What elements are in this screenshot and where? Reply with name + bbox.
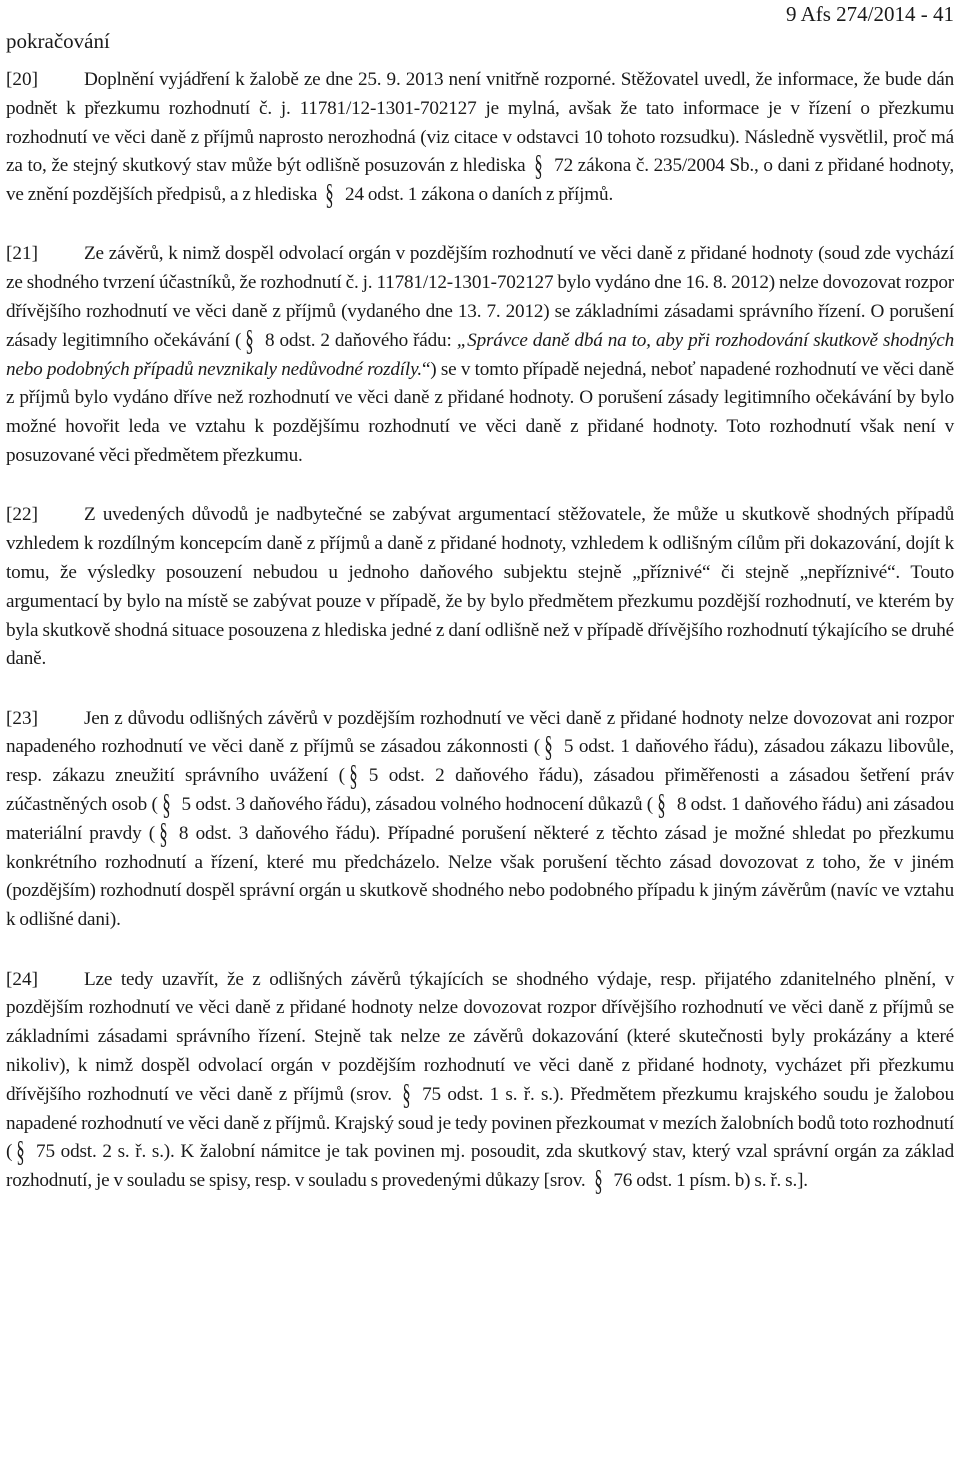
section-sign: §	[402, 1077, 411, 1111]
page-header	[6, 0, 954, 66]
text-run: 72 zákona č. 235/2004 Sb., o dani z přidané hodnoty, ve znění pozdějších předpisů, a z hlediska	[6, 155, 954, 206]
text-run: Doplnění vyjádření k žalobě ze dne 25. 9. 2013 není vnitřně rozporné. Stěžovatel uvedl, že informace, že bude dán podnět k přezkumu rozhodnutí č. j. 11781/12-1301-702127 je mylná, avšak že tato informace je v řízení o přezkumu rozhodnutí ve věci daně z příjmů naprosto nerozhodná (viz citace v odstavci 10 tohoto rozsudku). Následně vysvětlil, proč má za to, že stejný skutkový stav může být odlišně posuzován z hlediska	[6, 69, 954, 177]
section-sign: §	[245, 323, 254, 357]
continuation-label: pokračování	[6, 29, 110, 53]
paragraph	[6, 501, 954, 674]
section-sign: §	[349, 759, 358, 793]
text-run: 75 odst. 2 s. ř. s.). K žalobní námitce je tak povinen mj. posoudit, zda skutkový stav, který vzal správní orgán za základ rozhodnutí, je v souladu se spisy, resp. v souladu s provedenými důkazy [srov.	[6, 1141, 954, 1192]
section-sign: §	[657, 788, 666, 822]
text-run: Lze tedy uzavřít, že z odlišných závěrů týkajících se shodného výdaje, resp. přijatého zdanitelného plnění, v pozdějším rozhodnutí ve věci daně z přidané hodnoty nelze dovozovat rozpor dřívějšího rozhodnutí ve věci daně z příjmů se základními zásadami správního řízení. Stejně tak nelze ze závěrů dokazování (které skutečnosti byly prokázány a které nikoliv), k nimž dospěl odvolací orgán v pozdějším rozhodnutí ve věci daně z přidané hodnoty, vycházet při přezkumu dřívějšího rozhodnutí ve věci daně z příjmů (srov.	[6, 968, 954, 1105]
paragraph	[6, 966, 954, 1196]
section-sign: §	[325, 178, 334, 212]
text-run: 75 odst. 1 s. ř. s.). Předmětem přezkumu krajského soudu je žalobou napadené rozhodnutí ve věci daně z příjmů. Krajský soud je tedy povinen přezkoumat v mezích žalobních bodů toto rozhodnutí (	[6, 1083, 955, 1163]
paragraph	[6, 66, 954, 210]
paragraph-number: [23]	[6, 707, 38, 729]
paragraph-number: [22]	[6, 504, 38, 526]
section-sign: §	[159, 816, 168, 850]
text-run: 76 odst. 1 písm. b) s. ř. s.].	[613, 1170, 808, 1192]
text-run: 8 odst. 2 daňového řádu:	[264, 329, 457, 351]
paragraph-text	[6, 708, 954, 931]
paragraph	[6, 705, 954, 935]
section-sign: §	[544, 730, 553, 764]
section-sign: §	[534, 149, 543, 183]
text-run: 24 odst. 1 zákona o daních z příjmů.	[345, 184, 614, 206]
document-body	[6, 66, 954, 1196]
section-sign: §	[16, 1135, 25, 1169]
text-run: Z uvedených důvodů je nadbytečné se zabývat argumentací stěžovatele, že může u skutkově shodných případů vzhledem k rozdílným koncepcím daně z příjmů a daně z přidané hodnoty, vzhledem k odlišným cílům při dokazování, dojít k tomu, že výsledky posouzení nebudou u jednoho daňového subjektu stejně „příznivé“ či stejně „nepříznivé“. Touto argumentací by bylo na místě se zabývat pouze v případě, že by bylo předmětem přezkumu pozdější rozhodnutí, ve kterém by byla skutkově shodná situace posouzena z hlediska jedné z daní odlišně než v případě dřívějšího rozhodnutí týkajícího se druhé daně.	[6, 504, 954, 670]
section-sign: §	[593, 1164, 603, 1198]
paragraph-text	[6, 243, 954, 466]
paragraph-number: [20]	[6, 69, 38, 90]
document-page	[6, 0, 954, 1464]
paragraph-number: [21]	[6, 243, 38, 265]
case-number: 9 Afs 274/2014 - 41	[786, 2, 954, 26]
paragraph-text	[6, 69, 954, 212]
section-sign: §	[162, 788, 171, 822]
text-run: 5 odst. 3 daňového řádu), zásadou volného hodnocení důkazů (	[181, 794, 653, 816]
text-run: 8 odst. 1 daňového řádu) ani zásadou materiální pravdy (	[6, 794, 954, 844]
text-run: 8 odst. 3 daňového řádu). Případné porušení některé z těchto zásad je možné shledat po přezkumu konkrétního rozhodnutí a řízení, které mu předcházelo. Nelze však porušení těchto zásad dovozovat z toho, že v jiném (pozdějším) rozhodnutí dospěl správní orgán u skutkově shodného nebo podobného případu k jiným závěrům (navíc ve vztahu k odlišné dani).	[6, 822, 954, 931]
text-run: 5 odst. 2 daňového řádu), zásadou přiměřenosti a zásadou šetření práv zúčastněných osob (	[6, 765, 954, 816]
italic-quote: „Správce daně dbá na to, aby při rozhodování skutkově shodných nebo podobných případů nevznikaly nedůvodné rozdíly.	[6, 329, 954, 380]
text-run: Ze závěrů, k nimž dospěl odvolací orgán v pozdějším rozhodnutí ve věci daně z přidané hodnoty (soud zde vychází ze shodného tvrzení účastníků, že rozhodnutí č. j. 11781/12-1301-702127 bylo vydáno dne 16. 8. 2012) nelze dovozovat rozpor dřívějšího rozhodnutí ve věci daně z příjmů (vydaného dne 13. 7. 2012) se základními zásadami správního řízení. O porušení zásady legitimního očekávání (	[6, 243, 954, 351]
paragraph-text	[6, 504, 954, 669]
text-run: “) se v tomto případě nejedná, neboť napadené rozhodnutí ve věci daně z příjmů bylo vydáno dříve než rozhodnutí ve věci daně z přidané hodnoty. O porušení zásady legitimního očekávání by bylo možné hovořit leda ve vztahu k pozdějšímu rozhodnutí ve věci daně z přidané hodnoty. Toto rozhodnutí však není v posuzované věci předmětem přezkumu.	[6, 358, 954, 467]
paragraph-text	[6, 968, 955, 1198]
paragraph-number: [24]	[6, 968, 38, 990]
paragraph	[6, 240, 954, 470]
text-run: Jen z důvodu odlišných závěrů v pozdějším rozhodnutí ve věci daně z přidané hodnoty nelze dovozovat ani rozpor napadeného rozhodnutí ve věci daně z příjmů se zásadou zákonnosti (	[6, 707, 954, 758]
text-run: 5 odst. 1 daňového řádu), zásadou zákazu libovůle, resp. zákazu zneužití správního uvážení (	[6, 736, 954, 787]
